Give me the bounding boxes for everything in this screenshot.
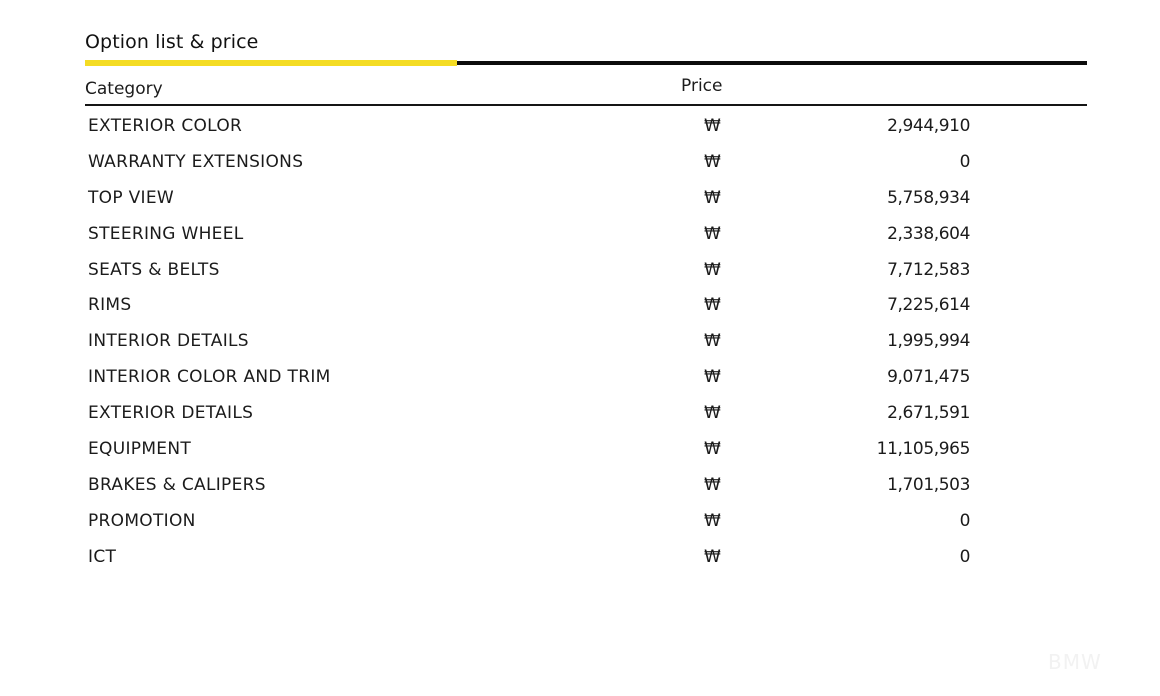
row-price: 11,105,965 <box>876 439 970 460</box>
option-table-body <box>0 110 1160 577</box>
row-category: PROMOTION <box>88 510 196 531</box>
row-category: ICT <box>88 546 117 567</box>
title-underline-rest <box>457 61 1087 65</box>
table-row <box>0 289 1160 325</box>
row-currency-symbol: ₩ <box>704 151 721 172</box>
table-row <box>0 541 1160 577</box>
row-price: 2,671,591 <box>887 403 970 424</box>
column-header-category: Category <box>85 79 163 99</box>
row-currency-symbol: ₩ <box>704 367 721 388</box>
row-category: INTERIOR COLOR AND TRIM <box>88 367 331 388</box>
row-category: RIMS <box>88 295 132 316</box>
row-currency-symbol: ₩ <box>704 474 721 495</box>
table-row <box>0 182 1160 218</box>
row-currency-symbol: ₩ <box>704 546 721 567</box>
row-category: STEERING WHEEL <box>88 223 244 244</box>
row-category: EXTERIOR COLOR <box>88 116 243 136</box>
table-row <box>0 218 1160 254</box>
row-price: 1,995,994 <box>887 331 970 352</box>
row-price: 7,712,583 <box>887 259 970 280</box>
table-row <box>0 361 1160 397</box>
row-currency-symbol: ₩ <box>704 403 721 424</box>
row-currency-symbol: ₩ <box>704 510 721 531</box>
row-price: 7,225,614 <box>887 295 970 316</box>
row-price: 0 <box>959 151 970 172</box>
row-category: WARRANTY EXTENSIONS <box>88 151 304 172</box>
row-price: 0 <box>959 546 970 567</box>
table-row <box>0 397 1160 433</box>
column-header-price: Price <box>681 76 723 96</box>
row-category: TOP VIEW <box>88 187 175 208</box>
row-currency-symbol: ₩ <box>704 259 721 280</box>
row-price: 5,758,934 <box>887 187 970 208</box>
row-category: BRAKES & CALIPERS <box>88 474 266 495</box>
watermark: BMW <box>1048 650 1102 674</box>
row-price: 0 <box>959 510 970 531</box>
title-underline-accent <box>85 60 457 66</box>
row-price: 9,071,475 <box>887 367 970 388</box>
table-row <box>0 433 1160 469</box>
row-price: 1,701,503 <box>887 474 970 495</box>
row-currency-symbol: ₩ <box>704 295 721 316</box>
row-currency-symbol: ₩ <box>704 116 721 136</box>
table-row <box>0 505 1160 541</box>
row-currency-symbol: ₩ <box>704 187 721 208</box>
header-divider <box>85 104 1087 106</box>
table-row <box>0 469 1160 505</box>
row-category: EXTERIOR DETAILS <box>88 403 254 424</box>
row-category: EQUIPMENT <box>88 439 192 460</box>
row-category: SEATS & BELTS <box>88 259 220 280</box>
table-row <box>0 146 1160 182</box>
table-row <box>0 325 1160 361</box>
title-underline <box>85 60 1087 66</box>
table-row <box>0 254 1160 290</box>
row-currency-symbol: ₩ <box>704 439 721 460</box>
section-title: Option list & price <box>85 31 259 53</box>
row-price: 2,338,604 <box>887 223 970 244</box>
row-category: INTERIOR DETAILS <box>88 331 249 352</box>
row-price: 2,944,910 <box>887 116 970 136</box>
row-currency-symbol: ₩ <box>704 331 721 352</box>
table-row <box>0 110 1160 146</box>
row-currency-symbol: ₩ <box>704 223 721 244</box>
